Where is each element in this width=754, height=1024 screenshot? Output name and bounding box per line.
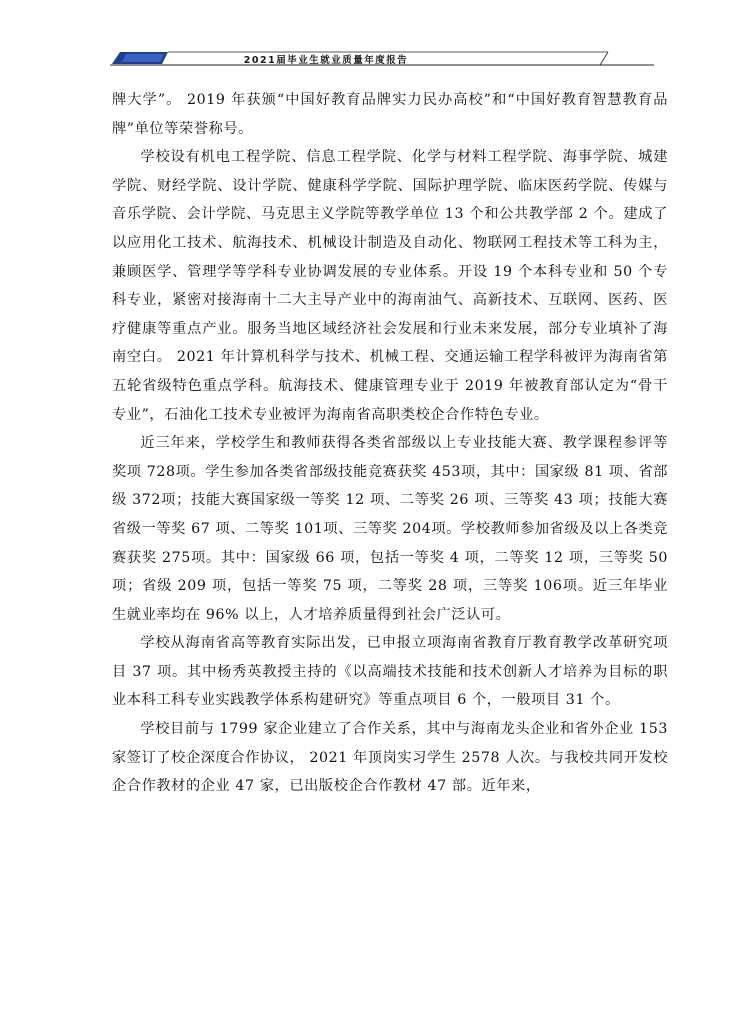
paragraph-enterprise-cooperation: 学校目前与 1799 家企业建立了合作关系，其中与海南龙头企业和省外企业 153家签订了校企深度合作协议， 2021 年顶岗实习学生 2578 人次。与我校共同开发校企合作教材的企业 47 家，已出版校企合作教材 47 部。近年来， — [112, 721, 668, 795]
paragraph-schools-majors: 学校设有机电工程学院、信息工程学院、化学与材料工程学院、海事学院、城建学院、财经学院、设计学院、健康科学学院、国际护理学院、临床医药学院、传媒与音乐学院、会计学院、马克思主义学院等教学单位 13 个和公共教学部 2 个。建成了以应用化工技术、航海技术、机械设计制造及自动化、物联网工程技术等工科为主，兼顾医学、管理学等学科专业协调发展的专业体系。开设 19 个本科专业和 50 个专科专业，紧密对接海南十二大主导产业中的海南油气、高新技术、互联网、医药、医疗健康等重点产业。服务当地区域经济社会发展和行业未来发展，部分专业填补了海南空白。 2021 年计算机科学与技术、机械工程、交通运输工程学科被评为海南省第五轮省级特色重点学科。航海技术、健康管理专业于 2019 年被教育部认定为“骨干专业”，石油化工技术专业被评为海南省高职类校企合作特色专业。 — [112, 149, 668, 423]
paragraph-awards: 近三年来，学校学生和教师获得各类省部级以上专业技能大赛、教学课程参评等奖项 728项。学生参加各类省部级技能竞赛获奖 453项，其中：国家级 81 项、省部级 372项；技能大赛国家级一等奖 12 项、二等奖 26 项、三等奖 43 项；技能大赛省级一等奖 67 项、二等奖 101项、三等奖 204项。学校教师参加省级及以上各类竞赛获奖 275项。其中：国家级 66 项，包括一等奖 4 项，二等奖 12 项，三等奖 50 项；省级 209 项，包括一等奖 75 项，二等奖 28 项，三等奖 106项。近三年毕业生就业率均在 96% 以上，人才培养质量得到社会广泛认可。 — [112, 435, 668, 623]
paragraph-continuation: 牌大学”。 2019 年获颁“中国好教育品牌实力民办高校”和“中国好教育智慧教育品牌”单位等荣誉称号。 — [112, 92, 668, 137]
paragraph-reform-projects: 学校从海南省高等教育实际出发，已申报立项海南省教育厅教育教学改革研究项目 37 项。其中杨秀英教授主持的《以高端技术技能和技术创新人才培养为目标的职业本科工科专业实践教学体系构建研究》等重点项目 6 个，一般项目 31 个。 — [112, 635, 668, 709]
header-rule-slant — [600, 52, 608, 65]
document-body — [112, 86, 668, 801]
header-title: 2021届毕业生就业质量年度报告 — [243, 55, 409, 66]
header-blue-highlight — [122, 54, 164, 62]
